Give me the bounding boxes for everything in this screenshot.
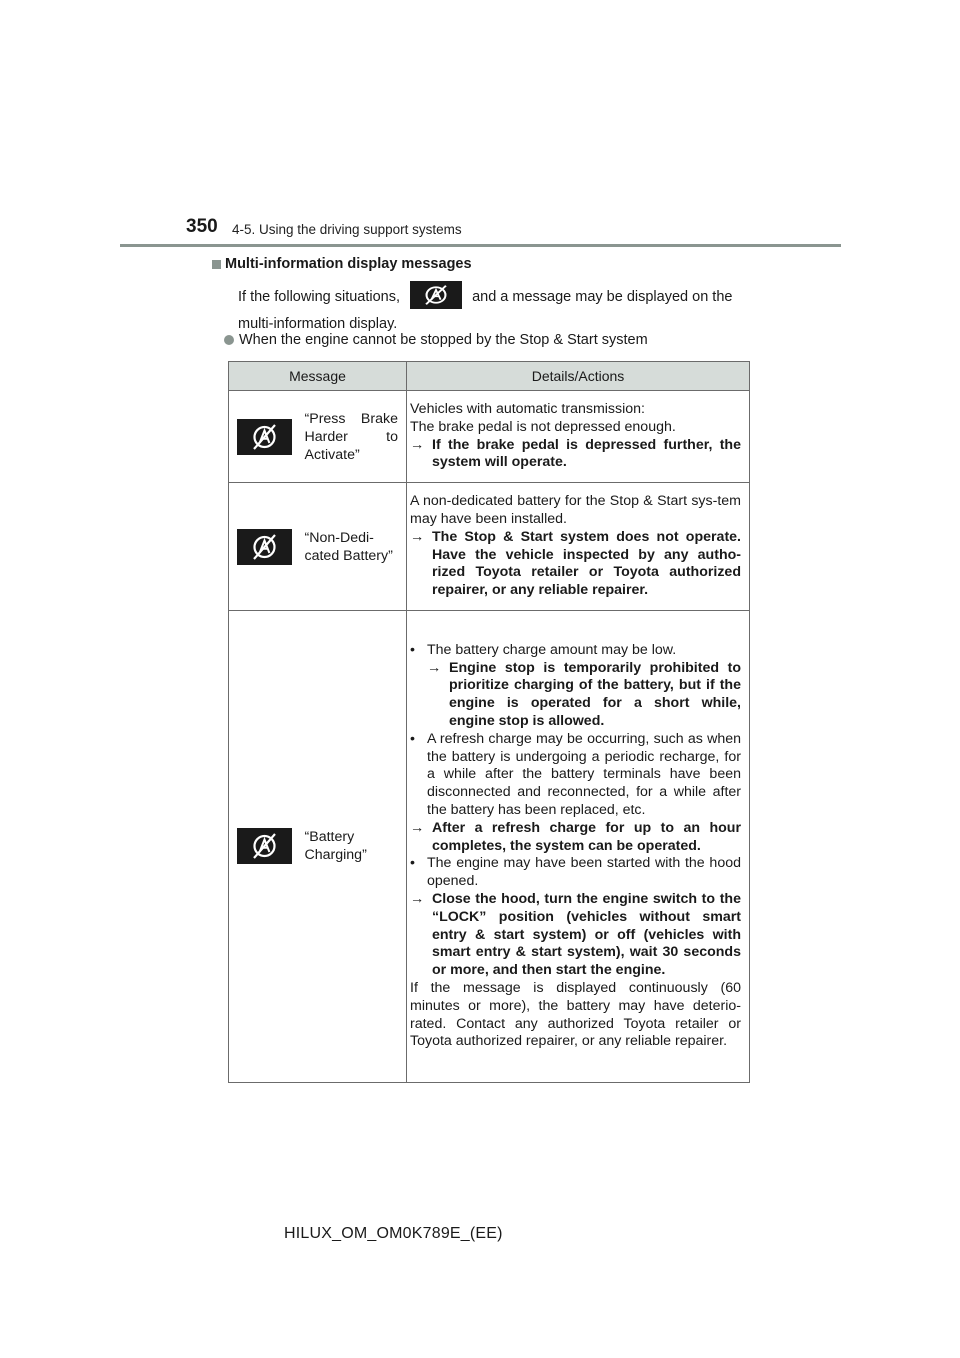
action-line xyxy=(410,891,741,980)
arrow-icon: → xyxy=(427,659,442,676)
subheading-text: Multi-information display messages xyxy=(225,256,472,272)
action-text: The Stop & Start system does not operate. Have the vehicle inspected by any autho-rized Toyota retailer or Toyota authorized repairer, or any reliable repairer. xyxy=(432,528,741,599)
action-text: If the brake pedal is depressed further, the system will operate. xyxy=(432,436,741,471)
header-divider xyxy=(120,244,841,247)
document-code: HILUX_OM_OM0K789E_(EE) xyxy=(284,1225,503,1242)
arrow-icon: → xyxy=(410,528,425,545)
action-line xyxy=(410,529,741,600)
table-row xyxy=(229,483,750,611)
list-item xyxy=(410,731,741,820)
dot-icon: • xyxy=(410,855,415,872)
stop-start-warning-icon xyxy=(410,281,462,309)
action-text: After a refresh charge for up to an hour completes, the system can be operated. xyxy=(432,819,741,854)
stop-start-warning-icon xyxy=(237,529,292,565)
action-line xyxy=(410,820,741,856)
bullet-text: A refresh charge may be occurring, such as when the battery is undergoing a periodic recharge, for a while after the battery terminals have been disconnected and reconnected, for a while after the battery has been replaced, etc. xyxy=(427,730,741,818)
action-line xyxy=(410,437,741,473)
page-number: 350 xyxy=(186,216,218,237)
square-bullet-icon xyxy=(212,260,221,269)
message-text: “Non-Dedi-cated Battery” xyxy=(299,483,407,611)
intro-paragraph xyxy=(238,283,758,337)
action-line xyxy=(410,660,741,731)
table-header-row xyxy=(229,362,750,391)
list-item xyxy=(410,855,741,891)
arrow-icon: → xyxy=(410,819,425,836)
stop-start-warning-icon xyxy=(237,828,292,864)
message-table xyxy=(228,361,750,1083)
condition-text: When the engine cannot be stopped by the Stop & Start system xyxy=(239,332,648,348)
table-header-message: Message xyxy=(229,362,407,391)
message-text: “Press Brake Harder to Activate” xyxy=(299,391,407,483)
details-text: The brake pedal is not depressed enough. xyxy=(410,418,676,435)
details-cell xyxy=(407,610,750,1082)
action-text: Engine stop is temporarily prohibited to prioritize charging of the battery, but if the engine is operated for a short while, engine stop is allowed. xyxy=(449,659,741,729)
dot-icon: • xyxy=(410,641,415,658)
note-text: If the message is displayed continuously (60 minutes or more), the battery may have deterio-rated. Contact any authorized Toyota retailer or Toyota authorized repairer, or any reliable repairer. xyxy=(410,979,741,1050)
table-row xyxy=(229,391,750,483)
bullet-text: The battery charge amount may be low. xyxy=(427,641,677,658)
table-row xyxy=(229,610,750,1082)
section-title: 4-5. Using the driving support systems xyxy=(232,222,462,237)
details-intro: Vehicles with automatic transmission: xyxy=(410,401,645,417)
stop-start-warning-icon xyxy=(237,419,292,455)
condition-bullet xyxy=(224,332,648,348)
action-text: Close the hood, turn the engine switch to the “LOCK” position (vehicles without smart entry & start system) or off (vehicles with smart entry & start system), wait 30 seconds or more, and then start the engine. xyxy=(432,890,741,979)
intro-text-after: and a message may be displayed on the multi-information display. xyxy=(238,288,733,332)
details-cell xyxy=(407,483,750,611)
arrow-icon: → xyxy=(410,436,425,453)
dot-icon: • xyxy=(410,730,415,747)
list-item xyxy=(410,642,741,660)
circle-bullet-icon xyxy=(224,335,234,345)
message-text: “Battery Charging” xyxy=(299,610,407,1082)
arrow-icon: → xyxy=(410,890,425,907)
intro-text-before: If the following situations, xyxy=(238,288,401,305)
details-text: A non-dedicated battery for the Stop & Start sys-tem may have been installed. xyxy=(410,493,741,527)
subheading xyxy=(212,256,472,272)
table-header-details: Details/Actions xyxy=(407,362,750,391)
bullet-text: The engine may have been started with the hood opened. xyxy=(427,855,741,890)
details-cell xyxy=(407,391,750,483)
